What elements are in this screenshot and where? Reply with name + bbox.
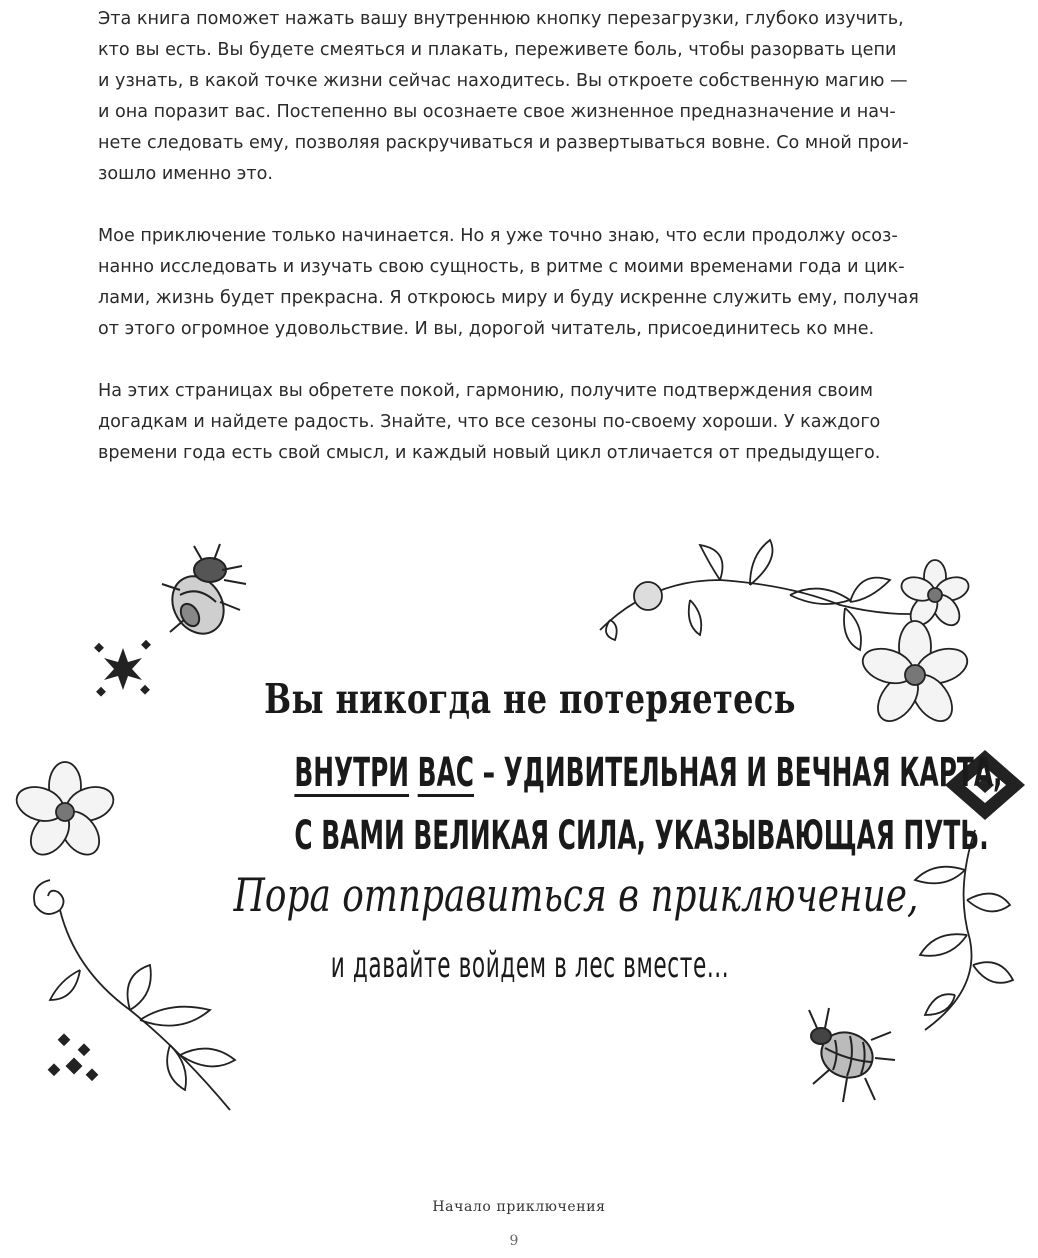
text-line: Мое приключение только начинается. Но я уже точно знаю, что если продолжу осоз-	[98, 226, 898, 246]
quote-line-2-rest: – УДИВИТЕЛЬНАЯ И ВЕЧНАЯ КАРТА,	[482, 750, 1003, 796]
quote-line-4: Пора отправиться в приключение,	[233, 868, 919, 922]
leaf-vine-icon	[895, 830, 1015, 1030]
quote-line-5: и давайте войдем в лес вместе...	[330, 945, 730, 986]
text-line: нете следовать ему, позволяя раскручиваться и развертываться вовне. Со мной прои-	[98, 133, 909, 153]
text-line: зошло именно это.	[98, 164, 273, 184]
text-line: от этого огромное удовольствие. И вы, дорогой читатель, присоединитесь ко мне.	[98, 319, 875, 339]
page-number: 9	[509, 1233, 519, 1249]
beetle-icon	[795, 1000, 905, 1110]
body-text	[98, 4, 948, 500]
paragraph-1	[98, 4, 948, 190]
text-line: На этих страницах вы обретете покой, гармонию, получите подтверждения своим	[98, 381, 874, 401]
quote-word-you: ВАС	[417, 750, 474, 796]
text-line: кто вы есть. Вы будете смеяться и плакать, переживете боль, чтобы разорвать цепи	[98, 40, 897, 60]
chapter-title: Начало приключения	[432, 1199, 606, 1215]
star-ornament-icon	[88, 636, 158, 702]
text-line: лами, жизнь будет прекрасна. Я откроюсь миру и буду искренне служить ему, получая	[98, 288, 919, 308]
paragraph-2	[98, 221, 948, 345]
quote-line-3: С ВАМИ ВЕЛИКАЯ СИЛА, УКАЗЫВАЮЩАЯ ПУТЬ.	[294, 813, 989, 859]
text-line: Эта книга поможет нажать вашу внутреннюю кнопку перезагрузки, глубоко изучить,	[98, 9, 904, 29]
leaf-vine-icon	[20, 860, 250, 1120]
quote-line-2	[294, 750, 1003, 796]
cherry-blossom-icon	[10, 760, 120, 870]
text-line: и она поразит вас. Постепенно вы осознаете свое жизненное предназначение и нач-	[98, 102, 896, 122]
text-line: и узнать, в какой точке жизни сейчас находитесь. Вы откроете собственную магию —	[98, 71, 908, 91]
paragraph-3	[98, 376, 948, 469]
quote-word-inside: ВНУТРИ	[294, 750, 410, 796]
quote-line-1: Вы никогда не потеряетесь	[264, 675, 796, 723]
ladybug-icon	[150, 540, 260, 640]
text-line: нанно исследовать и изучать свою сущность, в ритме с моими временами года и цик-	[98, 257, 905, 277]
text-line: времени года есть свой смысл, и каждый новый цикл отличается от предыдущего.	[98, 443, 881, 463]
text-line: догадкам и найдете радость. Знайте, что все сезоны по-своему хороши. У каждого	[98, 412, 881, 432]
